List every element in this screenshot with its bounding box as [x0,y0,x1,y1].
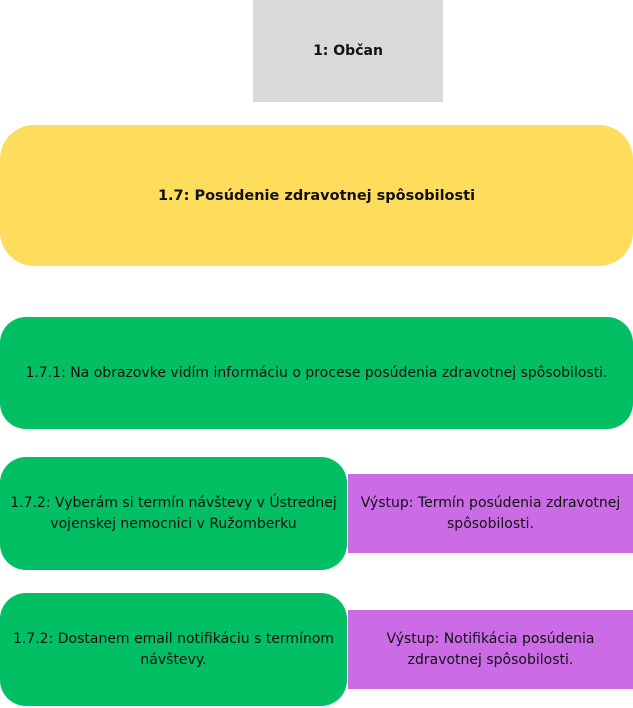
output-node-2 [348,474,633,553]
step-node-2 [0,457,347,570]
stage-label: 1.7: Posúdenie zdravotnej spôsobilosti [157,187,476,204]
step-3-label: 1.7.2: Dostanem email notifikáciu s termínom návštevy. [12,630,335,668]
step-node-1 [0,317,633,429]
actor-label: 1: Občan [313,43,383,59]
actor-node [253,0,443,102]
step-node-3 [0,593,347,706]
output-2-label: Výstup: Termín posúdenia zdravotnej spôsobilosti. [360,494,621,532]
step-2-label: 1.7.2: Vyberám si termín návštevy v Ústrednej vojenskej nemocnici v Ružomberku [10,494,337,532]
stage-node [0,125,633,266]
output-node-3 [348,610,633,689]
step-1-label: 1.7.1: Na obrazovke vidím informáciu o procese posúdenia zdravotnej spôsobilosti. [25,364,608,381]
output-3-label: Výstup: Notifikácia posúdenia zdravotnej spôsobilosti. [386,630,595,668]
